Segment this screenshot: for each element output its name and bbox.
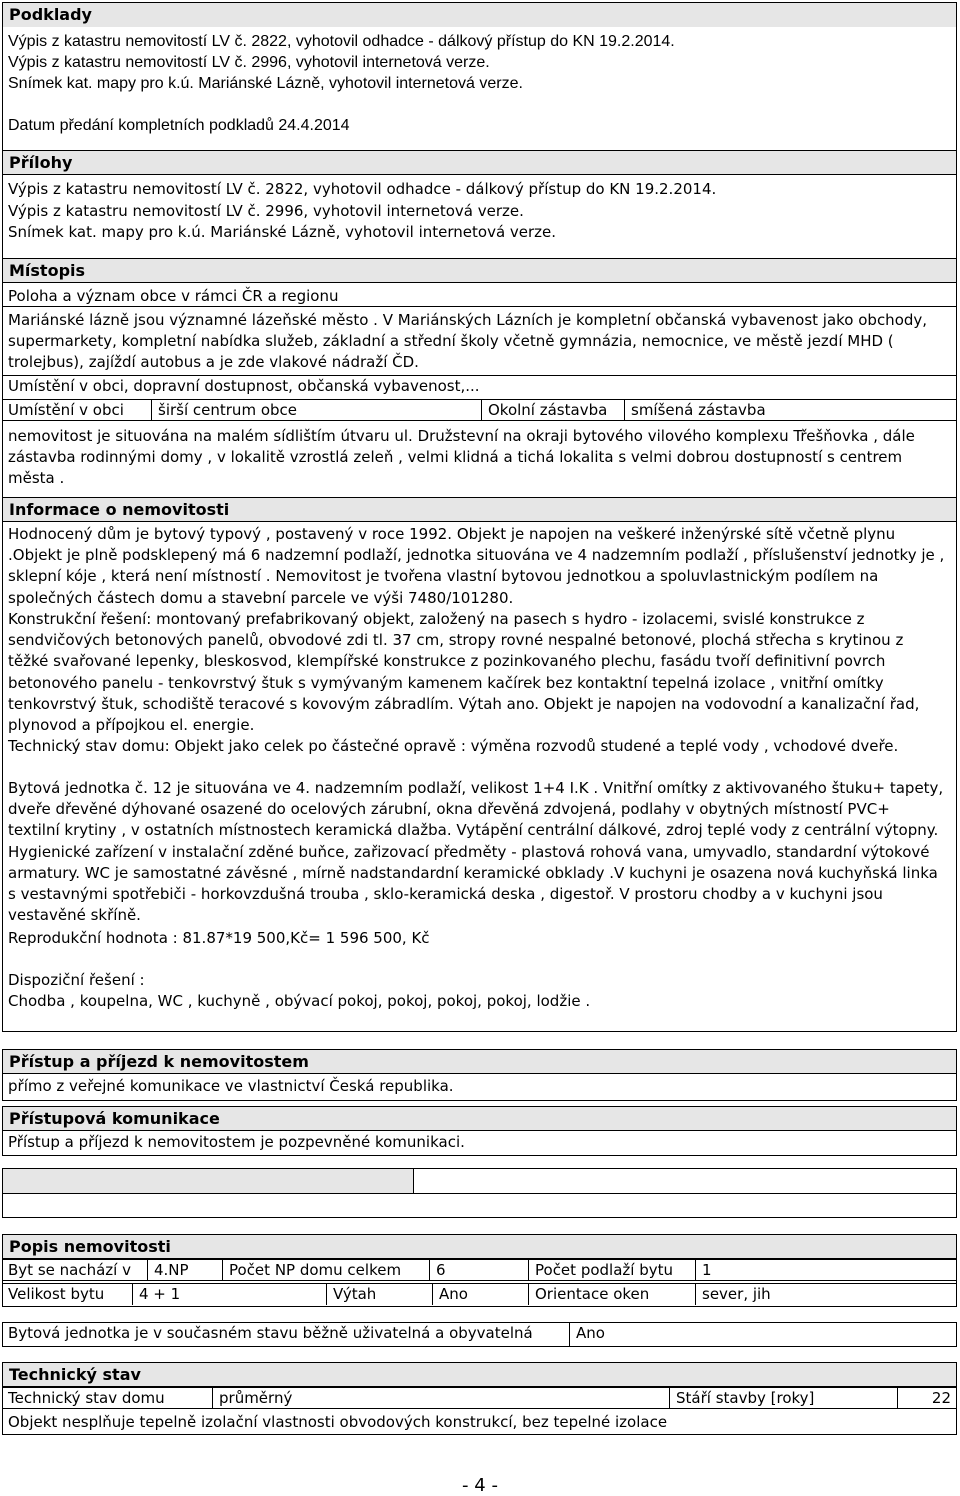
prilohy-line-2: Výpis z katastru nemovitostí LV č. 2996, vyhotovil internetová verze. [8, 202, 524, 220]
podklady-line-1: Výpis z katastru nemovitostí LV č. 2822, vyhotovil odhadce - dálkový přístup do KN 19.2.2014. [8, 33, 675, 50]
stari-value: 22 [897, 1387, 957, 1409]
popis-r1-c4: 6 [429, 1259, 529, 1281]
mistopis-header [3, 259, 956, 283]
stari-label: Stáří stavby [roky] [669, 1387, 898, 1409]
popis-r2-c6: sever, jih [695, 1283, 957, 1305]
informace-title: Informace o nemovitosti [9, 500, 230, 519]
umisteni-label: Umístění v obci [8, 401, 124, 419]
informace-p4: Bytová jednotka č. 12 je situována ve 4. nadzemním podlaží, velikost 1+4 I.K . Vnitřní omítky z aktivovaného štuku+ tapety, dveře dřevěné dýhované osazené do ocelových zárubní, okna dřevěná zdvojená, podlahy v obytných místností PVC+ textilní krytiny , v ostatních místnostech keramická dlažba. Vytápění centrální dálkové, zdroj teplé vody z centrální výtopny. Hygienické zařízení v instalační zděné buňce, zařizovací předměty - plastová rohová vana, umyvadlo, standardní výtokové armatury. WC je samostatné závěsné , mírně nadstandardní keramické obklady .V kuchyni je osazena nová kuchyňská linka s vestavnými spotřebiči - horkovzdušná trouba , sklo-keramická deska , digestoř. V prostoru chodby a v kuchyni jsou vestavěné skříně. [8, 779, 944, 925]
umisteni-value-cell [151, 399, 482, 421]
informace-header [3, 498, 956, 522]
technicky-note: Objekt nesplňuje tepelně izolační vlastnosti obvodových konstrukcí, bez tepelné izolace [8, 1413, 668, 1431]
mistopis-subtitle: Poloha a význam obce v rámci ČR a regionu [8, 287, 339, 305]
podklady-line-3: Snímek kat. mapy pro k.ú. Mariánské Lázně, vyhotovil internetová verze. [8, 75, 523, 92]
komunikace-text: Přístup a příjezd k nemovitostem je pozpevněné komunikaci. [8, 1133, 465, 1151]
informace-p1: Hodnocený dům je bytový typový , postavený v roce 1992. Objekt je napojen na veškeré inženýrské sítě včetně plynu .Objekt je plně podsklepený má 6 nadzemní podlaží, jednotka situována ve 4 nadzemním podlaží , příslušenství jednotky je , sklepní kóje , která není místností . Nemovitost je tvořena vlastní bytovou jednotkou a spoluvlastnickým podílem na společných částech domu a stavební parcele ve výši 7480/101280. [8, 525, 945, 607]
popis-r2-c5: Orientace oken [528, 1283, 696, 1305]
mistopis-text: Mariánské lázně jsou významné lázeňské město . V Mariánských Lázních je kompletní občanská vybavenost jako obchody, supermarkety, kompletní nabídka služeb, základní a střední školy včetně gymnázia, nemocnice, ve městě jezdí MHD ( trolejbus), zajíždí autobus a je zde vlakové nádraží ČD. [8, 311, 928, 372]
okolni-label-cell [481, 399, 625, 421]
podklady-line-2: Výpis z katastru nemovitostí LV č. 2996, vyhotovil internetová verze. [8, 54, 490, 71]
mistopis-title: Místopis [9, 261, 86, 280]
technicky-label: Technický stav domu [2, 1387, 213, 1409]
podklady-datum: Datum předání kompletních podkladů 24.4.2014 [8, 117, 350, 134]
popis-r2-c4: Ano [432, 1283, 529, 1305]
stav-value: Ano [576, 1324, 605, 1342]
technicky-value: průměrný [212, 1387, 670, 1409]
umisteni-value: širší centrum obce [158, 401, 297, 419]
informace-p3: Technický stav domu: Objekt jako celek po částečné opravě : výměna rozvodů studené a teplé vody , vchodové dveře. [8, 737, 899, 755]
popis-r2-c1: Velikost bytu [2, 1283, 133, 1305]
technicky-header [3, 1363, 956, 1387]
pristup-title: Přístup a příjezd k nemovitostem [9, 1052, 309, 1071]
dispozice-text: Chodba , koupelna, WC , kuchyně , obývací pokoj, pokoj, pokoj, pokoj, lodžie . [8, 992, 591, 1010]
popis-r1-c1: Byt se nachází v [2, 1259, 148, 1281]
okolni-label: Okolní zástavba [488, 401, 608, 419]
podklady-header [3, 3, 956, 27]
podklady-title: Podklady [9, 5, 92, 24]
okolni-value-cell [624, 399, 957, 421]
popis-r1-c2: 4.NP [147, 1259, 223, 1281]
informace-p2: Konstrukční řešení: montovaný prefabrikovaný objekt, založený na pasech s hydro - izolacemi, svislé konstrukce z sendvičových betonových panelů, obvodové zdi tl. 37 cm, stropy rovné nespalné betonové, plochá střecha s krytinou z těžké svařované lepenky, bleskosvod, klempířské konstrukce z pozinkovaného plechu, fasádu tvoří definitivní povrch betonového panelu - tenkovrstvý štuk s vymývaným kamenem kačírek bez kontaktní tepelná izolace , vnitřní omítky tenkovrstvý štuk, schodiště teracové s kovovým zábradlím. Výtah ano. Objekt je napojen na vodovodní a kanalizační řad, plynovod a přípojkou el. energie. [8, 610, 920, 735]
popis-r1-c3: Počet NP domu celkem [222, 1259, 430, 1281]
komunikace-header [3, 1107, 956, 1131]
prilohy-line-3: Snímek kat. mapy pro k.ú. Mariánské Lázně, vyhotovil internetová verze. [8, 223, 557, 241]
popis-r2-c2: 4 + 1 [132, 1283, 327, 1305]
umisteni-label-cell [2, 399, 152, 421]
page-number: - 4 - [462, 1475, 498, 1496]
empty-cell-right [414, 1169, 956, 1194]
stav-label: Bytová jednotka je v současném stavu běžně uživatelná a obyvatelná [2, 1322, 570, 1347]
popis-title: Popis nemovitosti [9, 1237, 171, 1256]
umisteni-heading: Umístění v obci, dopravní dostupnost, občanská vybavenost,... [8, 377, 480, 395]
popis-header [3, 1235, 956, 1259]
popis-r1-c5: Počet podlaží bytu [528, 1259, 696, 1281]
divider [2, 306, 957, 307]
pristup-text: přímo z veřejné komunikace ve vlastnictví Česká republika. [8, 1077, 454, 1095]
pristup-header [3, 1050, 956, 1074]
popis-r1-c6: 1 [695, 1259, 957, 1281]
informace-p5: Reprodukční hodnota : 81.87*19 500,Kč= 1 596 500, Kč [8, 929, 430, 947]
technicky-title: Technický stav [9, 1365, 141, 1384]
prilohy-line-1: Výpis z katastru nemovitostí LV č. 2822, vyhotovil odhadce - dálkový přístup do KN 19.2.2014. [8, 180, 717, 198]
komunikace-title: Přístupová komunikace [9, 1109, 220, 1128]
prilohy-title: Přílohy [9, 153, 73, 172]
dispozice-label: Dispoziční řešení : [8, 971, 145, 989]
okolni-value: smíšená zástavba [631, 401, 766, 419]
empty-cell-left [3, 1169, 414, 1194]
prilohy-header [3, 151, 956, 175]
mistopis-text2: nemovitost je situována na malém sídlištím útvaru ul. Družstevní na okraji bytového vilového komplexu Třešňovka , dále zástavba rodinnými domy , v lokalitě vzrostlá zeleň , velmi klidná a tichá lokalita s velmi dobrou dostupností s centrem města . [8, 427, 915, 488]
popis-r2-c3: Výtah [326, 1283, 433, 1305]
